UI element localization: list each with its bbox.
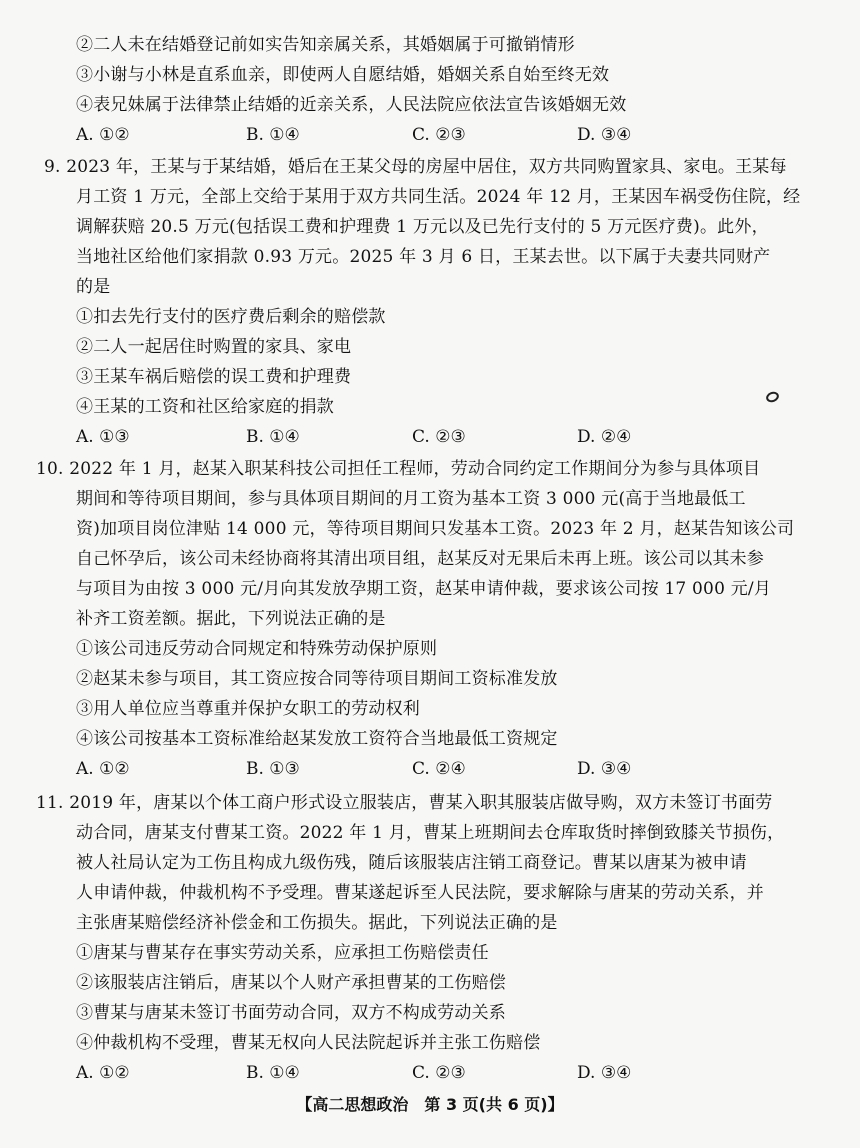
q11-option-a: A. ①② [76,1063,130,1083]
q10-stem-line: 10. 2022 年 1 月，赵某入职某科技公司担任工程师，劳动合同约定工作期间分为参与具体项目 [36,459,761,479]
q9-stem-line: 调解获赔 20.5 万元(包括误工费和护理费 1 万元以及已先行支付的 5 万元医疗费)。此外， [76,217,769,237]
q9-statement-2: ②二人一起居住时购置的家具、家电 [76,337,352,357]
q9-stem-line: 9. 2023 年，王某与于某结婚，婚后在王某父母的房屋中居住，双方共同购置家具、家电。王某每 [44,157,787,177]
q9-statement-1: ①扣去先行支付的医疗费后剩余的赔偿款 [76,307,386,327]
q8-option-d: D. ③④ [577,125,632,145]
q9-statement-4: ④王某的工资和社区给家庭的捐款 [76,397,334,417]
q10-stem-line: 自己怀孕后，该公司未经协商将其清出项目组，赵某反对无果后未再上班。该公司以其未参 [76,549,764,569]
q11-stem-line: 主张唐某赔偿经济补偿金和工伤损失。据此，下列说法正确的是 [76,913,558,933]
q10-stem-line: 与项目为由按 3 000 元/月向其发放孕期工资，赵某申请仲裁，要求该公司按 17 000 元/月 [76,579,772,599]
q10-stem-line: 补齐工资差额。据此，下列说法正确的是 [76,609,386,629]
q11-statement-4: ④仲裁机构不受理，曹某无权向人民法院起诉并主张工伤赔偿 [76,1033,541,1053]
q11-statement-2: ②该服装店注销后，唐某以个人财产承担曹某的工伤赔偿 [76,973,506,993]
page-footer: 【高二思想政治 第 3 页(共 6 页)】 [296,1095,564,1114]
q9-option-a: A. ①③ [76,427,130,447]
q10-option-a: A. ①② [76,759,130,779]
q8-statement-2: ②二人未在结婚登记前如实告知亲属关系，其婚姻属于可撤销情形 [76,35,575,55]
q10-statement-2: ②赵某未参与项目，其工资应按合同等待项目期间工资标准发放 [76,669,558,689]
q11-option-b: B. ①④ [246,1063,300,1083]
q10-option-b: B. ①③ [246,759,300,779]
q9-option-c: C. ②③ [412,427,466,447]
q9-statement-3: ③王某车祸后赔偿的误工费和护理费 [76,367,352,387]
q11-statement-3: ③曹某与唐某未签订书面劳动合同，双方不构成劳动关系 [76,1003,506,1023]
q9-option-b: B. ①④ [246,427,300,447]
q8-option-c: C. ②③ [412,125,466,145]
q9-stem-line: 月工资 1 万元，全部上交给于某用于双方共同生活。2024 年 12 月，王某因车祸受伤住院，经 [76,187,801,207]
q10-statement-1: ①该公司违反劳动合同规定和特殊劳动保护原则 [76,639,438,659]
q8-statement-3: ③小谢与小林是直系血亲，即使两人自愿结婚，婚姻关系自始至终无效 [76,65,610,85]
q10-statement-3: ③用人单位应当尊重并保护女职工的劳动权利 [76,699,420,719]
q8-option-a: A. ①② [76,125,130,145]
q8-option-b: B. ①④ [246,125,300,145]
q8-statement-4: ④表兄妹属于法律禁止结婚的近亲关系，人民法院应依法宣告该婚姻无效 [76,95,627,115]
q9-option-d: D. ②④ [577,427,632,447]
q9-stem-line: 当地社区给他们家捐款 0.93 万元。2025 年 3 月 6 日，王某去世。以下属于夫妻共同财产 [76,247,771,267]
q11-stem-line: 人申请仲裁，仲裁机构不予受理。曹某遂起诉至人民法院，要求解除与唐某的劳动关系，并 [76,883,764,903]
q11-stem-line: 被人社局认定为工伤且构成九级伤残，随后该服装店注销工商登记。曹某以唐某为被申请 [76,853,747,873]
q10-stem-line: 资)加项目岗位津贴 14 000 元，等待项目期间只发基本工资。2023 年 2 月，赵某告知该公司 [76,519,795,539]
q11-option-c: C. ②③ [412,1063,466,1083]
q10-statement-4: ④该公司按基本工资标准给赵某发放工资符合当地最低工资规定 [76,729,558,749]
q11-statement-1: ①唐某与曹某存在事实劳动关系，应承担工伤赔偿责任 [76,943,489,963]
q10-option-c: C. ②④ [412,759,466,779]
q11-stem-line: 11. 2019 年，唐某以个体工商户形式设立服装店，曹某入职其服装店做导购，双方未签订书面劳 [36,793,773,813]
q10-stem-line: 期间和等待项目期间，参与具体项目期间的月工资为基本工资 3 000 元(高于当地最低工 [76,489,746,509]
q10-option-d: D. ③④ [577,759,632,779]
q9-stem-line: 的是 [76,277,111,297]
q11-option-d: D. ③④ [577,1063,632,1083]
q11-stem-line: 动合同，唐某支付曹某工资。2022 年 1 月，曹某上班期间去仓库取货时摔倒致膝关节损伤， [76,823,785,843]
ink-mark [765,390,781,404]
